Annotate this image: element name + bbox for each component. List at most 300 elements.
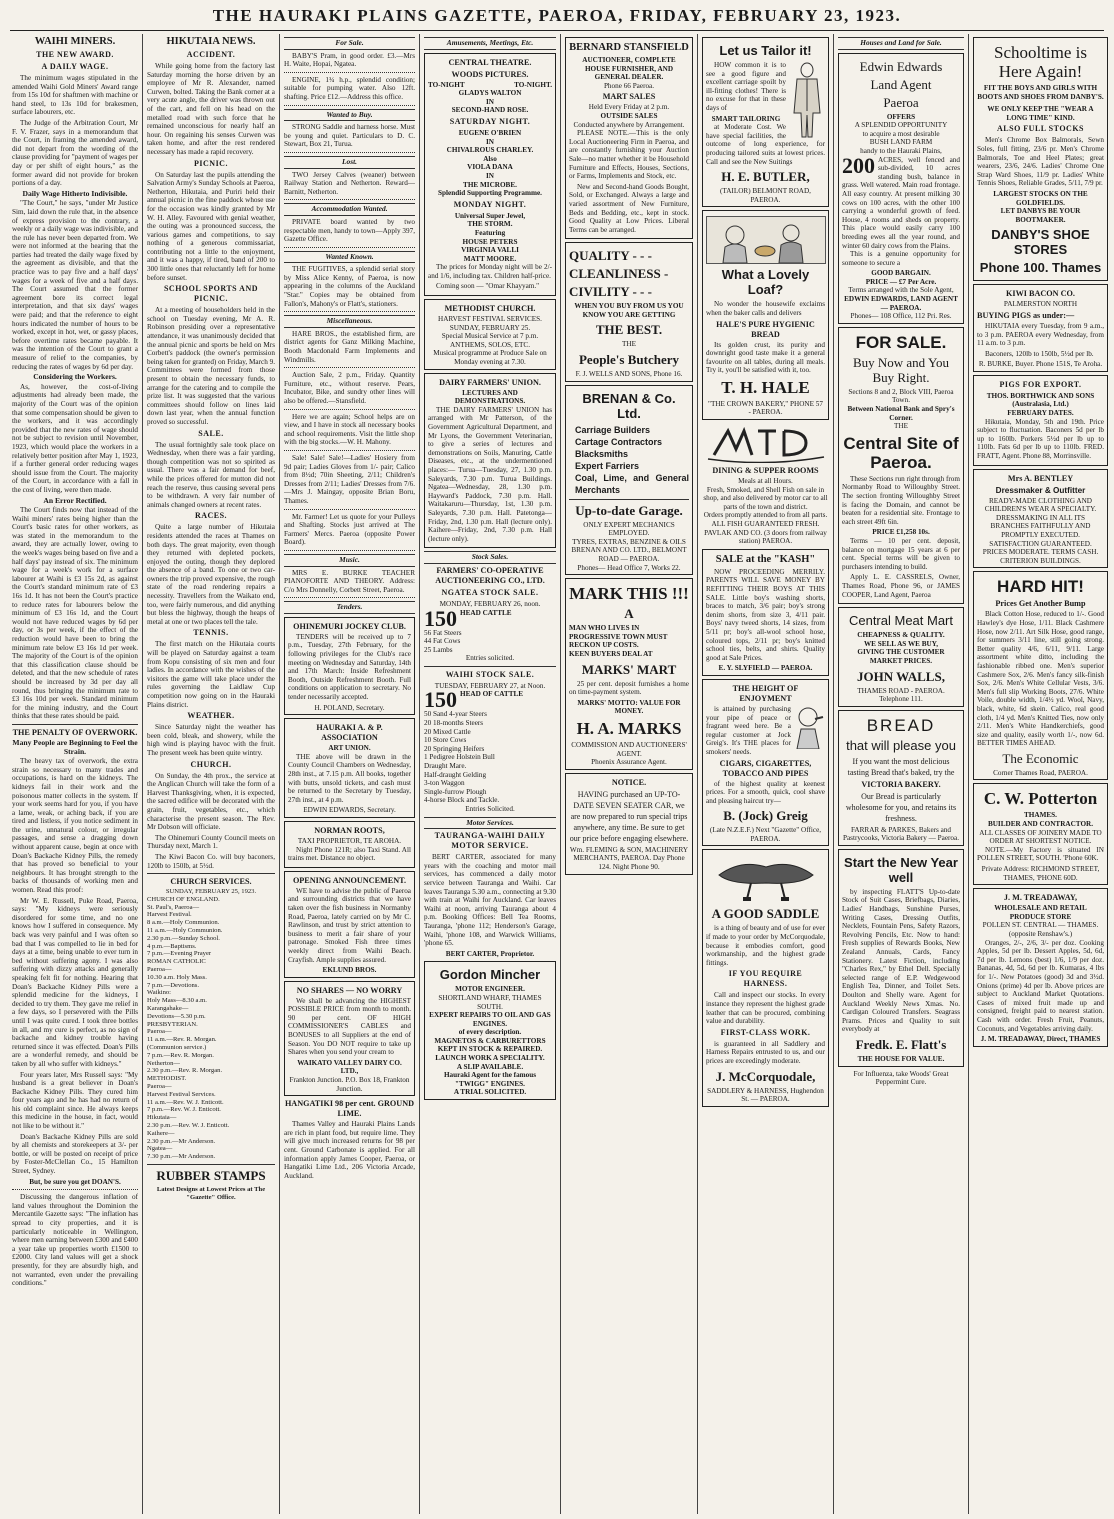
head-number: 150 <box>424 608 457 629</box>
ad-line: LET DANBYS BE YOUR BOOTMAKER. <box>1000 207 1081 224</box>
ad-heading: Let us Tailor it! <box>719 43 812 58</box>
ad-address: POLLEN ST. CENTRAL — THAMES. (opposite Renshaw's.) <box>982 921 1099 938</box>
methodist-line: HARVEST FESTIVAL SERVICES. <box>438 315 542 324</box>
ad-heading: NOTICE. <box>611 777 647 787</box>
danby-ad <box>973 37 1108 281</box>
section-heading: For Sale. <box>284 37 415 50</box>
ad-text: WE have to advise the public of Paeroa and surrounding districts that we have taken over the fish business in Normanby Road, Paeroa, lately carried on by Mr C. Rawlinson, and trust by strict attention to business to merit a fair share of your patronage. Smoked Fish three times weekly direct from Waihi Beach. Crayfish. Ample supplies assured. <box>288 886 411 964</box>
paragraph: "The Court," he says, "under Mr Justice Sim, laid down the rule that, in the absence of express provision to the contrary, a weekly or a daily wage was indivisible, and the rule has never been departed from. We were not informed at the hearing that the parties had treated the daily wage fixed by the agreement as divisible, and that the practice was to pay five and a half days' wages for a week of five and a half days. The Court assumed that the former agreement bore its correct legal interpretation, and that six days' wages were paid; and that the reference to eight hours indicated the number of hours to be worked, except in hot, wet, or gassy places, before overtime rates became payable. It was the intention of the Court to grant a measure of relief to the companies, by reducing the rates of wages by 6d per day. <box>12 199 138 371</box>
ad-text: Thames Valley and Hauraki Plains Lands are rich in plant food, but require lime. They will give much increased returns for 98 per cent. Ground Carbonate is applied. For all information apply James Cooper, Paeroa, or Hangatiki Lime Ltd., 206 Victoria Arcade, Auckland. <box>284 1120 415 1180</box>
ad-subheading: THOS. BORTHWICK AND SONS (Australasia, Ltd.) <box>986 391 1095 409</box>
classified-ad: Here we are again; School helps are on view, and I have in stock all necessary books and school requirements. Visit the little shop with the big stocks.—W. H. Mahony. <box>284 412 415 447</box>
film-line: MATT MOORE. <box>463 254 517 263</box>
ad-heading: H. E. BUTLER, <box>721 169 810 185</box>
church-service-line: Devotions—5.30 p.m. <box>147 1012 206 1020</box>
classified-ad: Sale! Sale! Sale!—Ladies' Hosiery from 9d pair; Ladies Gloves from 1/- pair; Calico from 8½d; 70in Sheeting, 2/11; Children's Dresses from 2/11; Ladies' Dresses from 7/6.—Mrs J. Maingay, opposite Brian Boru, Thames. <box>284 453 415 505</box>
church-service-line: Harvest Festival Services. <box>147 1090 216 1098</box>
ad-heading: IF YOU REQUIRE HARNESS. <box>728 969 803 989</box>
divider <box>147 873 275 874</box>
item-heading: RACES. <box>194 511 228 521</box>
column-danby <box>973 34 1108 1514</box>
ad-text: by inspecting FLATT'S Up-to-date Stock of Suit Cases, Briefbags, Diaries, Ladies' Handbags, Sunshine Purses, Writing Cases, Dressing Outfits, Necklets, Fountain Pens, Safety Razors, Revolving Pencils, Etc. Now to hand: Fresh supplies of Rewards Books, New Zealand Annuals, Cards, Fancy Stationery. Latest Fiction, including "Charles Rex," by Ethel Dell. Specially selected range of E.P. Wedgewood English Tea, Dinner, and Toilet Sets. Doulton and Shelly ware. Agent for Auckland Weekly News Xmas. No. Cardigan Coloured Transfers. Seagrass Prams. Prices and Quality to suit everybody at <box>842 887 960 1034</box>
church-service-line: 2.30 p.m.—Sunday School. <box>147 934 220 942</box>
column-land-agent <box>838 34 964 1514</box>
ad-text: These Sections run right through from Normanby Road to Willoughby Street. The section fronting Willoughby Street is facing the Domain, and cannot be beaten for a residential site. Frontage to each street 49ft 6in. <box>842 474 960 526</box>
church-service-line: 2.30 p.m.—Rev. R. Morgan. <box>147 1067 223 1075</box>
quality-line: CLEANLINESS - <box>569 266 669 282</box>
ad-heading: OPENING ANNOUNCEMENT. <box>292 875 407 885</box>
ad-heading: HAURAKI A. & P. ASSOCIATION <box>316 723 383 743</box>
ad-price: PRICE £1,258 10s. <box>872 528 930 537</box>
divider <box>284 152 415 153</box>
sale-item: 10 Store Cows <box>424 736 467 745</box>
sale-headcount <box>424 609 556 629</box>
offer-line: BUSH LAND FARM <box>869 138 933 147</box>
ad-text: BERT CARTER, associated for many years with the coaching and motor mail services, has commenced a daily motor service between Tauranga and Waihi. Car leaves Tauranga 5.30 a.m., connecting at 9.30 with train at Waihi for Auckland. Car leaves Waihi at noon, arriving Tauranga about 4 p.m. Booking Offices: Bell Tea Rooms, Tauranga, 'phone 112; Henderson's Garage, Waihi, 'phone 108, and Warwick Williams, 'phone 65. <box>424 853 556 948</box>
ad-text: THE above will be drawn in the County Council Chambers on Wednesday, 28th inst., at 7.15 p.m. All books, together with butts, unsold tickets, and cash must be returned to the Secretary by Tuesday, 27th inst., at 4 p.m. <box>288 752 411 804</box>
film-line: IN <box>486 97 494 106</box>
ad-phone: Phone 66 Paeroa. <box>603 81 655 90</box>
subheading: An Error Rectified. <box>43 495 107 505</box>
ad-address: THAMES ROAD - PAEROA. Telephone 111. <box>857 686 945 704</box>
paragraph: Since Saturday night the weather has been cold, bleak, and showery, while the high wind is playing havoc with the fruit. The present week has been quite wintry. <box>147 723 275 757</box>
sale-items <box>424 629 556 655</box>
film-line: IN <box>486 171 494 180</box>
borthwick-ad <box>973 375 1108 466</box>
divider <box>284 550 415 551</box>
ad-heading: Up-to-date Garage. <box>575 502 683 518</box>
treadaway-ad <box>973 888 1108 1047</box>
film-line: Featuring <box>474 228 506 237</box>
brenan-service: Coal, Lime, and General Merchants <box>575 472 689 495</box>
ad-heading: Mrs A. BENTLEY <box>1007 473 1074 483</box>
head-label: HEAD OF CATTLE <box>460 690 524 699</box>
ad-heading: DAIRY FARMERS' UNION. <box>439 377 541 387</box>
ad-text: New and Second-hand Goods Bought, Sold, or Exchanged. Always a large and varied assortment of New Furniture, Beds and Bedding, etc., kept in stock. Good Quality at Low Prices. Liberal Terms can be arranged. <box>569 182 689 234</box>
ad-heading: Fredk. E. Flatt's <box>855 1036 947 1052</box>
divider <box>284 597 415 598</box>
ad-line: Conducted anywhere by Arrangement. <box>573 120 685 129</box>
ad-text: Apply L. E. CASSRELS, Owner, Thames Road, Phone 96, or JAMES COOPER, Land Agent, Paeroa <box>842 573 960 599</box>
item-heading: CHURCH. <box>190 759 232 769</box>
ad-heading: THE BEST. <box>595 322 663 338</box>
classified-ad: ENGINE, 1¾ h.p., splendid condition; suitable for pumping water. Also 12ft. shafting. Price £12.—Address this office. <box>284 75 415 101</box>
ad-heading: HALE'S PURE HYGIENIC BREAD <box>716 319 815 339</box>
dining-lines <box>702 477 829 546</box>
divider <box>284 199 415 200</box>
dining-line: Fresh, Smoked, and Shell Fish on sale in shop, and also delivered by motor car to all parts of the town and district. <box>703 485 828 511</box>
ad-line: FIT THE BOYS AND GIRLS WITH BOOTS AND SHOES FROM DANBY'S. <box>977 84 1104 101</box>
mark-line: KEEN BUYERS DEAL AT <box>569 650 653 658</box>
subheadline: THE NEW AWARD. <box>36 50 114 59</box>
sale-heading: WAIHI STOCK SALE. <box>445 669 535 679</box>
ad-text: Baconers, 120lb to 150lb, 5½d per lb. <box>985 349 1094 358</box>
church-service-line: (Communion service.) <box>147 1044 207 1052</box>
ad-heading: MARK THIS !!! <box>569 584 689 604</box>
sale-date: MONDAY, FEBRUARY 26, noon. <box>439 599 541 608</box>
ad-text: Its golden crust, its purity and downright good taste make it a general favourite on all tables, during all meals. Try it, you'll be satisfied with it, too. <box>706 340 825 375</box>
mark-line: RECKON UP COSTS. <box>569 641 639 650</box>
ad-text: WHEN YOU BUY FROM US YOU KNOW YOU ARE GETTING <box>574 302 684 319</box>
tonight-right: TO-NIGHT. <box>514 80 552 89</box>
meat-mart-ad <box>838 607 964 707</box>
night-heading: MONDAY NIGHT. <box>453 199 527 209</box>
section-heading: Tenders. <box>284 601 415 614</box>
divider <box>424 666 556 667</box>
ad-text: The prices for Monday night will be 2/- and 1/6, including tax. Children half-price. <box>428 263 552 280</box>
ad-heading: Land Agent <box>870 76 932 92</box>
ad-heading: FOR SALE. <box>855 332 947 352</box>
mincher-line: EXPERT REPAIRS TO OIL AND GAS ENGINES. <box>429 1011 551 1028</box>
methodist-lines <box>428 315 552 367</box>
sale-items <box>424 710 556 805</box>
ad-line: ALL CLASSES OF JOINERY MADE TO ORDER AT SHORTEST NOTICE. <box>979 828 1102 846</box>
ad-signature: R. BURKE, Buyer. Phone 151S, Te Aroha. <box>978 360 1103 369</box>
ad-heading: that will please you <box>846 737 956 753</box>
ad-address: SHORTLAND WHARF, THAMES SOUTH. <box>438 993 542 1011</box>
ad-signature: H. POLAND, Secretary. <box>314 703 385 712</box>
ad-price: PRICE — £7 Per Acre. <box>865 277 937 286</box>
brenan-service: Carriage Builders <box>575 424 651 435</box>
ad-text: HOW common it is to see a good figure and excellent carriage spoilt by ill-fitting clothes! There is no excuse for that in these days of <box>706 61 786 112</box>
church-service-line: 2.30 p.m.—Rev. W. J. Enticott. <box>147 1122 230 1129</box>
ad-heading: KIWI BACON CO. <box>1006 289 1075 299</box>
ad-address: SADDLERY & HARNESS, Hughendon St. — PAEROA. <box>707 1086 824 1104</box>
fleming-ad <box>565 773 693 875</box>
paragraph: Discussing the dangerous inflation of land values throughout the Dominion the Mercantile Gazette says: "The inflation has spread to city properties, and it is particularly noticeable in Wellington, where men earning between £300 and £400 a year take up properties worth £1500 to £2000. City land values will get a shock presently, for they are absurdly high, and not warranted, even under the prevailing conditions." <box>12 1193 138 1288</box>
column-stansfield <box>565 34 693 1514</box>
ad-emphasis: GOOD BARGAIN. <box>871 269 931 278</box>
church-service-line: Holy Mass—8.30 a.m. <box>147 997 207 1005</box>
item-heading: WEATHER. <box>187 711 235 721</box>
ad-line: FEBRUARY DATES. <box>1007 409 1074 418</box>
ad-text: This is a genuine opportunity for someone to secure a <box>842 250 960 267</box>
mincher-line: of every description. <box>458 1028 522 1037</box>
ad-text: 25 per cent. deposit furnishes a home on time-payment system. <box>569 679 689 697</box>
classified-blocks <box>284 37 415 614</box>
meat-line: MARKET PRICES. <box>869 656 933 665</box>
garage-line: ONLY EXPERT MECHANICS EMPLOYED. <box>583 520 675 538</box>
church-service-line: Kaihere— <box>147 1129 175 1137</box>
paragraph: Four years later, Mrs Russell says: "My husband is a great believer in Doan's Backache Kidney Pills. They cured him four years ago and he has had no return of his old complaint since. He always keeps this medicine in the house, in fact, would not like to be without it." <box>12 1070 138 1131</box>
divider <box>284 311 415 312</box>
ad-heading: FARMERS' CO-OPERATIVE AUCTIONEERING CO., LTD. <box>435 565 545 585</box>
column-rule <box>560 34 561 1514</box>
church-service-line: METHODIST. <box>147 1075 187 1083</box>
ad-heading: JOHN WALLS, <box>857 668 945 684</box>
saddlery-ad <box>702 849 829 1106</box>
ad-company: WAIKATO VALLEY DAIRY CO. LTD., <box>297 1058 402 1076</box>
ad-heading: THE HEIGHT OF ENJOYMENT <box>732 683 799 703</box>
ad-heading: ALSO FULL STOCKS <box>997 124 1084 134</box>
paragraph: On Sunday, the 4th prox., the service at the Anglican Church will take the form of a Harvest Thanksgiving, when, it is expected, the sacred edifice will be decorated with the grain, fruit, vegetables, etc., which characterise the present season. The Rev. Mr Dobson will officiate. <box>147 771 275 832</box>
sale-heading: NGATEA STOCK SALE. <box>441 587 539 597</box>
divider <box>284 72 415 73</box>
film-line: Universal Super Jewel, <box>454 211 526 220</box>
ad-text: PLEASE NOTE.—This is the only Local Auctioneering Firm in Paeroa, and are constantly furnishing your Auction Sale—no matter whether it be Household Furniture and Effects, Houses, Sections, or Farms, Implements and Stock, etc. <box>569 129 689 181</box>
mark-lines <box>569 624 689 658</box>
column-amusements <box>424 34 556 1514</box>
ad-heading: HANGATIKI 98 per cent. GROUND LIME. <box>284 1099 415 1119</box>
pavlak-logo <box>706 423 826 463</box>
ad-line: WE ONLY KEEP THE "WEAR A LONG TIME" KIND. <box>987 105 1094 122</box>
church-service-line: Waikino: <box>147 989 172 997</box>
sale-item: 25 Lambs <box>424 645 453 654</box>
sale-item: 20 Mixed Cattle <box>424 727 471 736</box>
paragraph: The Ohinemuri County Council meets on Thursday next, March 1. <box>147 833 275 851</box>
ad-heading: H. A. MARKS <box>576 718 682 738</box>
ad-text: Call and inspect our stocks. In every instance they represent the highest grade leather that can be procured, combining value and durability. <box>706 991 825 1026</box>
brenan-service: Expert Farriers <box>575 460 640 471</box>
ad-heading: B. (Jock) Greig <box>723 808 808 824</box>
ad-line: THE <box>894 422 908 431</box>
section-heading: Stock Sales. <box>424 551 556 564</box>
jockey-club-ad <box>284 617 415 715</box>
head-label: HEAD CATTLE <box>460 608 512 617</box>
church-service-line: 7 p.m.—Devotions. <box>147 981 200 989</box>
church-service-line: 7 p.m.—Rev. W. J. Enticott. <box>147 1106 221 1114</box>
brenan-service: Blacksmiths <box>575 448 629 459</box>
ad-line: Between National Bank and Spry's Corner. <box>847 405 955 422</box>
column-hikutaia-news <box>147 34 275 1514</box>
ad-heading: Phone 100. Thames <box>979 260 1102 276</box>
church-service-line: ROMAN CATHOLIC <box>147 958 206 966</box>
ad-subheading: ART UNION. <box>328 744 371 753</box>
ad-heading: People's Butchery <box>578 352 679 368</box>
film-line: SECOND-HAND ROSE. <box>451 106 529 115</box>
paragraph: The usual fortnightly sale took place on Wednesday, when there was a fair yarding, though competition was not so spirited as usual. There was a fair demand for beef, while the prices offered for mutton did not reach the reserve, thus causing several pens to be withdrawn. A very fair number of animals changed owners at recent rates. <box>147 440 275 509</box>
ad-signature: J. M. TREADAWAY, Direct, THAMES <box>980 1035 1101 1044</box>
ad-heading: CENTRAL THEATRE. <box>448 57 532 67</box>
film-line: THE STORM. <box>467 220 513 229</box>
classified-ad: TWO Jersey Calves (weaner) between Railway Station and Netherton. Reward—Barnitt, Netherton. <box>284 170 415 196</box>
ad-heading: A GOOD SADDLE <box>711 906 820 922</box>
column-rule <box>833 34 834 1514</box>
ad-line: THE <box>622 340 636 349</box>
divider <box>284 509 415 510</box>
ad-heading: NO SHARES — NO WORRY <box>296 985 403 995</box>
church-service-line: CHURCH OF ENGLAND. <box>147 895 220 903</box>
ad-signature: EDWIN EDWARDS, Secretary. <box>303 806 396 815</box>
mincher-line: A TRIAL SOLICITED. <box>453 1088 527 1097</box>
column-rule <box>279 34 280 1514</box>
sale-item: 56 Fat Steers <box>424 628 462 637</box>
section-heading: Wanted Known. <box>284 251 415 264</box>
film-line: VIRGINIA VALLI <box>461 246 519 255</box>
ad-text: Coming soon — "Omar Khayyam." <box>436 282 540 291</box>
ad-address: (TAILOR) BELMONT ROAD, PAEROA. <box>720 187 811 204</box>
tailor-ad <box>702 37 829 207</box>
sale-item: Single-furrow Plough <box>424 787 487 796</box>
offer-line: A SPLENDID OPPORTUNITY <box>854 121 948 130</box>
dining-line: PAVLAK AND CO. (3 doors from railway station) PAEROA. <box>704 528 827 546</box>
offer-lines <box>842 121 960 155</box>
paragraph: The Kiwi Bacon Co. will buy baconers, 120lb to 150lb, at 5½d. <box>147 852 275 870</box>
ad-heading: What a Lovely Loaf? <box>721 267 810 298</box>
ad-signature: Wm. FLEMING & SON, MACHINERY MERCHANTS, PAEROA. Day Phone 124. Night Phone 90. <box>569 845 689 871</box>
ad-heading: Schooltime is Here Again! <box>993 43 1088 81</box>
ad-line: COMMISSION AND AUCTIONEERS' AGENT. <box>571 740 687 758</box>
sale-item: 4-horse Block and Tackle. <box>424 796 500 805</box>
film-line: EUGENE O'BRIEN <box>458 128 522 137</box>
item-heading: SALE. <box>198 428 224 438</box>
methodist-line: Special Musical Service at 7 p.m. <box>441 332 539 341</box>
ad-heading: BERNARD STANSFIELD <box>569 42 689 53</box>
item-heading: SCHOOL SPORTS AND PICNIC. <box>163 284 259 304</box>
ad-heading: MARKS' MART <box>581 661 677 677</box>
brenan-service: Cartage Contractors <box>575 436 663 447</box>
brenan-ad <box>565 385 693 576</box>
ad-heading: NORMAN ROOTS, <box>314 825 385 835</box>
ad-heading: CIGARS, CIGARETTES, TOBACCO AND PIPES <box>719 758 812 778</box>
ad-heading: J. McCorquodale, <box>715 1068 816 1084</box>
church-service-line: Ngatea— <box>147 1145 173 1153</box>
head-number: 150 <box>424 690 457 711</box>
ad-text: If you want the most delicious tasting Bread that's baked, try the <box>847 756 955 777</box>
ad-line: OUTSIDE SALES <box>600 111 658 120</box>
garage-line: Phones— Head Office 7, Works 22. <box>577 563 681 572</box>
column-tailor <box>702 34 829 1514</box>
ad-signature: FARRAR & PARKES, Bakers and Pastrycooks, Victoria Bakery — Paeroa. <box>842 825 959 843</box>
garage-lines <box>569 521 689 573</box>
divider <box>569 499 689 500</box>
divider <box>12 724 138 725</box>
ad-heading: FIRST-CLASS WORK. <box>720 1027 811 1037</box>
methodist-line: ANTHEMS, SOLOS, ETC. <box>449 340 531 349</box>
classified-ad: PRIVATE board wanted by two respectable men, handy to town—Apply 397, Gazette Office. <box>284 217 415 244</box>
section-heading: Wanted to Buy. <box>284 109 415 122</box>
ad-text: Hikutaia, Monday, 5th and 19th. Price subject to fluctuation. Baconers 5d per lb up to 160lb. Porkers 5½d per lb up to 110lb. Fats 6d per lb up to 110lb. FRED. FRATT, Agent. Phone 88, Morrinsville. <box>977 417 1104 461</box>
church-service-line: 11 a.m.—Rev. W. J. Enticott. <box>147 1098 224 1106</box>
ad-text: TENDERS will be received up to 7 p.m., Tuesday, 27th February, for the following privileges for the Club's race meeting on Wednesday and Saturday, 14th and 17th March: Inside Refreshment Booth, Outside Refreshment Booth. Full conditions on application to secretary. No tender necessarily accepted. <box>288 632 411 702</box>
sale-date: TUESDAY, FEBRUARY 27, at Noon. <box>434 681 546 690</box>
paragraph: On Saturday last the pupils attending the Salvation Army's Sunday Schools at Paeroa, Netherton, Hikutaia, and Puriri held their annual picnic in the fine paddock whose use for the occasion was kindly granted by Mr W. H. Alley. Favoured with genial weather, the outing was a pronounced success, the various games and competitions, to say nothing of a generous commissariat, contributing not a little to the enjoyment, and it was a happy, if tired, band of 200 to 300 little ones that reluctantly left for home before sunset. <box>147 170 275 282</box>
divider <box>284 409 415 410</box>
rubber-stamps-sub: Latest Designs at Lowest Prices at The "Gazette" Office. <box>156 1185 266 1201</box>
divider <box>284 247 415 248</box>
dining-line: Orders promptly attended to from all parts. <box>703 511 828 520</box>
film-lines <box>428 129 552 198</box>
kiwi-bacon-ad <box>973 284 1108 372</box>
ad-address: "THE CROWN BAKERY," PHONE 57 - PAEROA. <box>708 399 823 417</box>
church-service-line: Paeroa— <box>147 1028 172 1036</box>
ad-subheading: TAXI PROPRIETOR, TE AROHA. <box>297 836 402 845</box>
dining-line: Meals at all Hours. <box>738 477 793 486</box>
headline: CHURCH SERVICES. <box>170 877 252 887</box>
bentley-ad <box>973 469 1108 569</box>
film-line: HOUSE PETERS <box>462 237 518 246</box>
church-service-line: 7.30 p.m.—Mr Anderson. <box>147 1153 216 1161</box>
ad-text: at Moderate Cost. We have special facilities, the outcome of long experience, for producing tailored suits at lowest prices. Call and see the New Suitings <box>706 123 825 166</box>
paragraph: The Judge of the Arbitration Court, Mr F. V. Frazer, says in a memorandum that the Court, in framing the amended award, did not depart from the wording of the clause providing for "payment of wages per day or per shift of eight hours," as the former award did not provide for broken portions of a day. <box>12 118 138 188</box>
church-service-line: PRESBYTERIAN. <box>147 1020 198 1028</box>
ad-text: is attained by purchasing your pipe of peace or fragrant weed here. Be a regular customer at Jock Greig's. It's THE places for smokers' needs. <box>706 704 791 756</box>
economic-ad <box>973 571 1108 780</box>
ad-heading: PIGS FOR EXPORT. <box>999 379 1082 389</box>
section-heading: Amusements, Meetings, Etc. <box>424 37 556 50</box>
mincher-lines <box>428 1011 552 1097</box>
church-service-line: 11 a.m.—Rev. R. Morgan. <box>147 1036 217 1044</box>
mincher-line: A SLIP AVAILABLE. <box>456 1062 524 1071</box>
ad-heading: VICTORIA BAKERY. <box>861 779 941 789</box>
offer-line: handy to the Hauraki Plains, <box>860 146 942 155</box>
ad-heading: WOODS PICTURES. <box>451 69 529 79</box>
ad-text: NOTE.—My Factory is situated IN POLLEN STREET, SOUTH. 'Phone 60K. <box>977 845 1104 863</box>
paragraph: The minimum wages stipulated in the amended Waihi Gold Miners' Award range from 15s 10d for shaftmen with machine or hand steel, to 13s 10d for brakesmen, surface labourers, etc. <box>12 74 138 117</box>
tonight-left: TO-NIGHT <box>428 80 465 89</box>
garage-line: TYRES, EXTRAS, BENZINE & OILS <box>572 537 686 546</box>
film-line: GLADYS WALTON <box>458 89 522 98</box>
dairy-co-ad <box>284 981 415 1097</box>
methodist-line: SUNDAY, FEBRUARY 25. <box>449 323 531 332</box>
section-heading: Music. <box>284 554 415 567</box>
bakery-illustration <box>706 216 826 264</box>
column-rule <box>142 34 143 1514</box>
film-line: CHIVALROUS CHARLEY. <box>446 146 534 155</box>
masthead <box>10 2 1104 31</box>
column-rule <box>419 34 420 1514</box>
sale-item: 44 Fat Cows <box>424 637 461 646</box>
section-heading: Accommodation Wanted. <box>284 203 415 216</box>
brenan-lines <box>569 424 689 496</box>
subheadline: A DAILY WAGE. <box>41 62 109 71</box>
ad-heading: Dressmaker & Outfitter <box>995 485 1086 495</box>
ad-line: Held Every Friday at 2 p.m. <box>588 103 670 112</box>
ad-motto: MARKS' MOTTO: VALUE FOR MONEY. <box>577 698 681 716</box>
ad-text: is a thing of beauty and of use for ever if made to your order by McCorquodale, because it embodies comfort, good workmanship, and the highest grade fittings. <box>706 924 825 967</box>
ad-text: HAVING purchased an UP-TO-DATE SEVEN SEATER CAR, we are now prepared to run special trips anywhere, any time. Be sure to get our price before engaging elsewhere. <box>569 789 689 843</box>
bakery-ad <box>702 210 829 420</box>
tonight-row <box>428 81 552 90</box>
ad-heading: C. W. Potterton <box>983 789 1098 809</box>
ad-subheading: LECTURES AND DEMONSTRATIONS. <box>454 388 526 406</box>
church-service-line: 4 p.m.—Baptisms. <box>147 942 197 950</box>
classified-ad: Auction Sale, 2 p.m., Friday. Quantity Furniture, etc., without reserve. Pears, Incubator, Bike, and sundry other lines will also be offered.—Stansfield. <box>284 371 415 405</box>
ad-address: (Late N.Z.E.F.) Next "Gazette" Office, PAEROA. <box>709 826 822 843</box>
sale-item: Draught Mare. <box>424 762 467 771</box>
ad-address: Private Address: RICHMOND STREET, THAMES, 'PHONE 60D. <box>981 865 1100 882</box>
paragraph: The first match on the Hikutaia courts will be played on Saturday against a team from Kopu consisting of six men and four ladies. In accordance with the wishes of the visitors the game will take place under the rules governing the Laidlaw Cup competition now going on in the Hauraki Plains district. <box>147 640 275 709</box>
classified-ad: THE FUGITIVES, a splendid serial story by Miss Alice Kenny, of Paeroa, is now appearing in the columns of the Auckland "Star." Copies may be obtained from Fallon's, Mahony's or Flatt's, stationers. <box>284 265 415 308</box>
edwards-ad <box>838 53 964 324</box>
night-heading: SATURDAY NIGHT. <box>449 116 531 126</box>
ad-heading: SALE at the "KASH" <box>715 553 816 565</box>
paragraph: As, however, the cost-of-living adjustments had already been made, the majority of the Court was of the opinion that some compensation should be given to the workers, and it was accordingly provided that the new rates of wage should not be subject to revision until November, 1923, which would place the workers in a relatively better position after May 1, 1923, if a further general order reducing wages should issue from the Court. The majority of the Court, in accordance with a fall in the cost of living, were then made. <box>12 382 138 494</box>
divider <box>12 1189 138 1190</box>
ad-line: BUILDER AND CONTRACTOR. <box>987 820 1094 829</box>
subheading: Many People are Beginning to Feel the Strain. <box>12 737 138 756</box>
ad-signature: EKLUND BROS. <box>322 966 377 975</box>
ad-text: HIKUTAIA every Tuesday, from 9 a.m., to 3 p.m. PAEROA every Wednesday, from 11 a.m. to 3 p.m. <box>977 321 1104 348</box>
classified-ad: BABY'S Pram, in good order. £3.—Mrs H. Waite, Hopai, Ngatea. <box>284 51 415 69</box>
church-service-line: 7 p.m.—Evening Prayer <box>147 950 212 958</box>
ad-heading: T. H. HALE <box>721 377 810 397</box>
sale-item: 50 Sand 4-year Steers <box>424 710 487 719</box>
ad-heading: Start the New Year well <box>844 854 958 885</box>
entries-note: Entries Solicited. <box>465 805 515 813</box>
column-waihi-miners <box>12 34 138 1514</box>
classified-ad: HARE BROS., the established firm, are district agents for Ganz Milking Machine, Booth Macdonald Farm Implements and Windmills. <box>284 329 415 364</box>
paragraph: While going home from the factory last Saturday morning the horse driven by an employee of Mr R. Alexander, named Curwen, bolted. Taking the Bank corner at a very acute angle, the driver was thrown out of the cart, and fell on his head on the metalled road with such force that he remained unconscious for nearly half an hour. On regaining his senses Curwen was taken home, and after the rest rendered necessary has made a rapid recovery. <box>147 62 275 156</box>
ad-line: For Influenza, take Woods' Great Peppermint Cure. <box>853 1069 949 1087</box>
paragraph: Mr W. E. Russell, Puke Road, Paeroa, says: "My kidneys were seriously disordered for some time, and no one knows how I suffered in consequence. My back was very painful and I was often so bad that I was compelled to lie in bed for days at a time, being unable to ever turn in bed without suffering agony. I was also suffering with dizzy attacks and generally speaking felt fit for nothing. Hearing that Doan's Backache Kidney Pills were a splendid medicine for the kidneys, I decided to try them. They gave me relief in a few days, so I persevered with the Pills until I was quite cured. I took three bottles in all, and my cure is perfect, as no sign of backache and kidney trouble having returned since it was effected. Doan's Pills are a wonderful remedy, and should be taken by all who suffer with kidneys." <box>12 896 138 1068</box>
church-service-line: Karangahake— <box>147 1005 189 1013</box>
theatre-ad <box>424 53 556 296</box>
ad-letter: A <box>624 606 634 622</box>
opening-ad <box>284 871 415 978</box>
offer-line: to acquire a most desirable <box>862 129 940 138</box>
ad-line: OFFERS <box>886 112 916 121</box>
